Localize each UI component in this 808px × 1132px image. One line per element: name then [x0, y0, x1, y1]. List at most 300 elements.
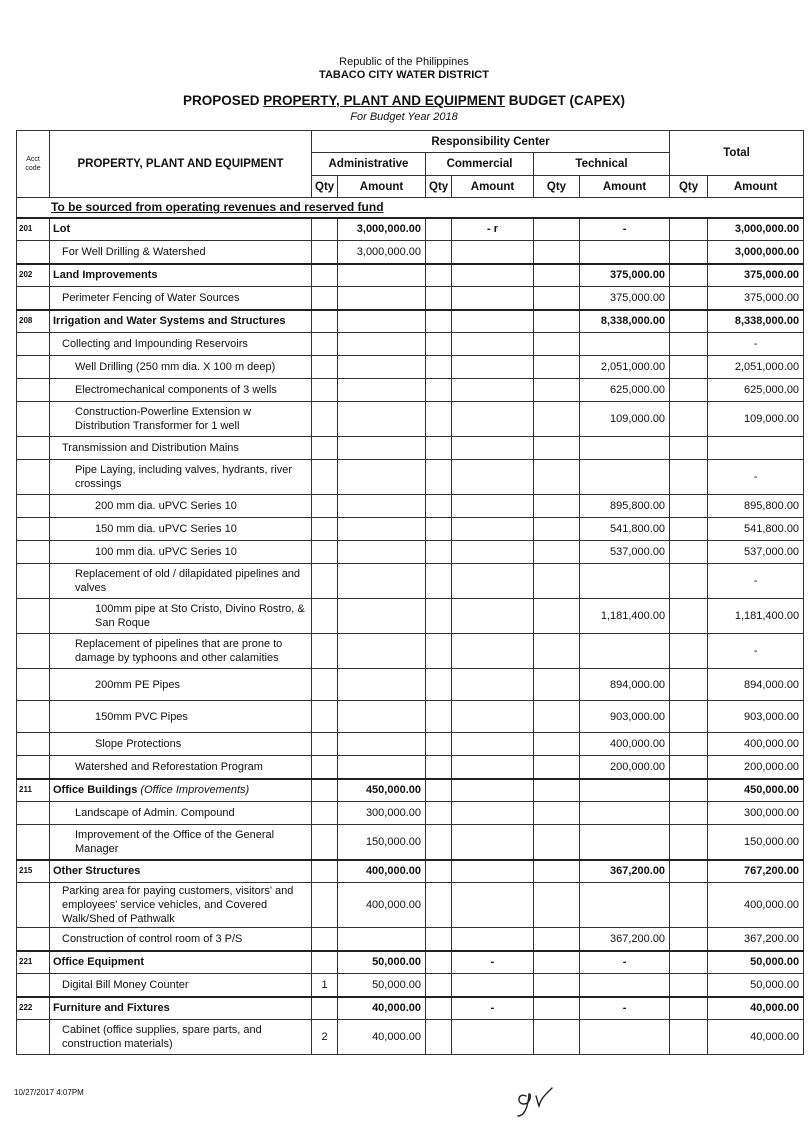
total-qty-cell	[670, 495, 708, 518]
commercial-amount-cell	[452, 928, 534, 951]
item-description: Landscape of Admin. Compound	[50, 802, 312, 825]
item-description: Construction of control room of 3 P/S	[50, 928, 312, 951]
item-description: For Well Drilling & Watershed	[50, 241, 312, 264]
acct-code-cell	[17, 495, 50, 518]
commercial-amount-cell: -	[452, 997, 534, 1020]
acct-code-cell	[17, 564, 50, 599]
admin-qty-cell	[312, 669, 338, 701]
total-qty-cell	[670, 883, 708, 928]
admin-amount-cell: 3,000,000.00	[338, 241, 426, 264]
technical-qty-cell	[534, 802, 580, 825]
admin-amount-cell	[338, 541, 426, 564]
total-amount-cell: 3,000,000.00	[708, 241, 804, 264]
capex-table	[16, 130, 804, 1055]
item-description: Irrigation and Water Systems and Structures	[50, 310, 312, 333]
commercial-qty-cell	[426, 218, 452, 241]
commercial-amount-cell	[452, 333, 534, 356]
budget-year-subtitle: For Budget Year 2018	[350, 111, 458, 123]
commercial-amount-cell	[452, 860, 534, 883]
technical-amount-cell: 895,800.00	[580, 495, 670, 518]
item-description: Transmission and Distribution Mains	[50, 437, 312, 460]
total-amount-cell: -	[708, 333, 804, 356]
total-amount-cell: 541,800.00	[708, 518, 804, 541]
total-amount-cell: 450,000.00	[708, 779, 804, 802]
acct-code-cell	[17, 825, 50, 860]
technical-amount-cell	[580, 564, 670, 599]
item-description: Digital Bill Money Counter	[50, 974, 312, 997]
total-amount-cell: -	[708, 460, 804, 495]
admin-qty-cell	[312, 333, 338, 356]
admin-qty-cell	[312, 218, 338, 241]
acct-code-cell	[17, 241, 50, 264]
technical-amount-cell: 367,200.00	[580, 860, 670, 883]
commercial-qty-cell	[426, 634, 452, 669]
total-qty-cell	[670, 541, 708, 564]
technical-amount-cell	[580, 1020, 670, 1055]
commercial-qty-cell	[426, 701, 452, 733]
item-description: Watershed and Reforestation Program	[50, 756, 312, 779]
commercial-amount-cell	[452, 495, 534, 518]
technical-amount-cell: 541,800.00	[580, 518, 670, 541]
technical-qty-cell	[534, 333, 580, 356]
commercial-amount-cell	[452, 437, 534, 460]
technical-amount-cell: 2,051,000.00	[580, 356, 670, 379]
admin-amount-cell: 150,000.00	[338, 825, 426, 860]
commercial-qty-cell	[426, 997, 452, 1020]
account-row	[17, 218, 804, 241]
commercial-qty-cell	[426, 495, 452, 518]
admin-qty-cell	[312, 518, 338, 541]
item-description: Office Buildings (Office Improvements)	[50, 779, 312, 802]
document-title: PROPOSED PROPERTY, PLANT AND EQUIPMENT BUDGET (CAPEX)	[182, 93, 626, 108]
technical-qty-cell	[534, 1020, 580, 1055]
technical-amount-cell	[580, 437, 670, 460]
technical-amount-cell: 375,000.00	[580, 264, 670, 287]
admin-amount-cell: 400,000.00	[338, 860, 426, 883]
technical-qty-cell	[534, 599, 580, 634]
total-qty-cell	[670, 779, 708, 802]
admin-amount-cell: 40,000.00	[338, 1020, 426, 1055]
technical-qty-cell	[534, 564, 580, 599]
total-amount-cell: 2,051,000.00	[708, 356, 804, 379]
item-description: Electromechanical components of 3 wells	[50, 379, 312, 402]
item-description: 100 mm dia. uPVC Series 10	[50, 541, 312, 564]
admin-qty-cell	[312, 564, 338, 599]
item-row	[17, 333, 804, 356]
commercial-qty-cell	[426, 825, 452, 860]
technical-amount-cell	[580, 333, 670, 356]
acct-code-cell	[17, 437, 50, 460]
admin-qty-cell	[312, 860, 338, 883]
account-row	[17, 860, 804, 883]
technical-qty-cell	[534, 825, 580, 860]
technical-amount-cell: 1,181,400.00	[580, 599, 670, 634]
total-qty-cell	[670, 379, 708, 402]
item-description: 200mm PE Pipes	[50, 669, 312, 701]
total-qty-cell	[670, 1020, 708, 1055]
commercial-amount-cell	[452, 541, 534, 564]
total-qty-cell	[670, 218, 708, 241]
amount-header: Amount	[338, 176, 426, 198]
item-description: Other Structures	[50, 860, 312, 883]
technical-qty-cell	[534, 634, 580, 669]
commercial-qty-cell	[426, 883, 452, 928]
technical-header: Technical	[534, 153, 670, 176]
item-description: 150mm PVC Pipes	[50, 701, 312, 733]
technical-qty-cell	[534, 669, 580, 701]
item-description: 200 mm dia. uPVC Series 10	[50, 495, 312, 518]
item-row	[17, 1020, 804, 1055]
item-row	[17, 883, 804, 928]
agency-name: TABACO CITY WATER DISTRICT	[319, 69, 489, 81]
acct-code-cell	[17, 599, 50, 634]
admin-qty-cell	[312, 825, 338, 860]
commercial-qty-cell	[426, 951, 452, 974]
commercial-qty-cell	[426, 356, 452, 379]
technical-qty-cell	[534, 951, 580, 974]
commercial-amount-cell	[452, 756, 534, 779]
total-amount-cell: 537,000.00	[708, 541, 804, 564]
acct-code-cell: 201	[17, 218, 50, 241]
admin-amount-cell: 50,000.00	[338, 951, 426, 974]
commercial-amount-cell	[452, 634, 534, 669]
admin-qty-cell	[312, 599, 338, 634]
admin-qty-cell	[312, 733, 338, 756]
total-amount-cell: 3,000,000.00	[708, 218, 804, 241]
commercial-qty-cell	[426, 733, 452, 756]
technical-amount-cell	[580, 802, 670, 825]
acct-code-cell	[17, 733, 50, 756]
item-row	[17, 356, 804, 379]
technical-qty-cell	[534, 460, 580, 495]
total-qty-cell	[670, 974, 708, 997]
commercial-qty-cell	[426, 518, 452, 541]
acct-code-cell	[17, 379, 50, 402]
acct-code-cell	[17, 287, 50, 310]
technical-amount-cell: 894,000.00	[580, 669, 670, 701]
total-amount-cell: 150,000.00	[708, 825, 804, 860]
admin-amount-cell	[338, 564, 426, 599]
acct-code-cell	[17, 1020, 50, 1055]
technical-qty-cell	[534, 287, 580, 310]
total-amount-cell: 1,181,400.00	[708, 599, 804, 634]
item-row	[17, 437, 804, 460]
technical-qty-cell	[534, 974, 580, 997]
technical-amount-cell: -	[580, 218, 670, 241]
account-row	[17, 951, 804, 974]
item-row	[17, 495, 804, 518]
commercial-qty-cell	[426, 779, 452, 802]
technical-qty-cell	[534, 756, 580, 779]
total-amount-cell: 367,200.00	[708, 928, 804, 951]
technical-amount-cell: -	[580, 951, 670, 974]
acct-code-cell	[17, 518, 50, 541]
item-description: Replacement of pipelines that are prone to damage by typhoons and other calamities	[50, 634, 312, 669]
commercial-qty-cell	[426, 860, 452, 883]
item-description: Furniture and Fixtures	[50, 997, 312, 1020]
total-qty-cell	[670, 599, 708, 634]
admin-qty-cell	[312, 997, 338, 1020]
commercial-qty-cell	[426, 756, 452, 779]
total-qty-cell	[670, 756, 708, 779]
technical-qty-cell	[534, 541, 580, 564]
technical-amount-cell: 903,000.00	[580, 701, 670, 733]
acct-code-cell	[17, 701, 50, 733]
commercial-amount-cell	[452, 883, 534, 928]
ppe-header: PROPERTY, PLANT AND EQUIPMENT	[50, 131, 312, 198]
total-qty-cell	[670, 733, 708, 756]
admin-qty-cell	[312, 437, 338, 460]
admin-qty-cell	[312, 402, 338, 437]
admin-amount-cell: 40,000.00	[338, 997, 426, 1020]
account-row	[17, 264, 804, 287]
amount-header: Amount	[452, 176, 534, 198]
item-description: 100mm pipe at Sto Cristo, Divino Rostro, & San Roque	[50, 599, 312, 634]
total-amount-cell: 400,000.00	[708, 733, 804, 756]
technical-qty-cell	[534, 241, 580, 264]
total-qty-cell	[670, 518, 708, 541]
admin-qty-cell	[312, 951, 338, 974]
commercial-amount-cell	[452, 802, 534, 825]
commercial-qty-cell	[426, 241, 452, 264]
acct-code-cell	[17, 974, 50, 997]
total-amount-cell: -	[708, 564, 804, 599]
admin-amount-cell	[338, 287, 426, 310]
technical-amount-cell: 109,000.00	[580, 402, 670, 437]
total-amount-cell: 50,000.00	[708, 974, 804, 997]
admin-amount-cell: 3,000,000.00	[338, 218, 426, 241]
technical-amount-cell	[580, 974, 670, 997]
acct-code-cell	[17, 802, 50, 825]
item-description: Improvement of the Office of the General Manager	[50, 825, 312, 860]
total-qty-cell	[670, 802, 708, 825]
technical-qty-cell	[534, 928, 580, 951]
total-amount-cell: 625,000.00	[708, 379, 804, 402]
technical-amount-cell: 400,000.00	[580, 733, 670, 756]
total-qty-cell	[670, 825, 708, 860]
admin-qty-cell	[312, 634, 338, 669]
technical-qty-cell	[534, 495, 580, 518]
qty-header: Qty	[426, 176, 452, 198]
commercial-qty-cell	[426, 379, 452, 402]
technical-qty-cell	[534, 518, 580, 541]
total-qty-cell	[670, 928, 708, 951]
total-amount-cell: 894,000.00	[708, 669, 804, 701]
technical-qty-cell	[534, 402, 580, 437]
admin-qty-cell	[312, 287, 338, 310]
technical-amount-cell	[580, 825, 670, 860]
total-qty-cell	[670, 460, 708, 495]
acct-code-cell	[17, 756, 50, 779]
item-row	[17, 541, 804, 564]
technical-qty-cell	[534, 379, 580, 402]
total-amount-cell: 109,000.00	[708, 402, 804, 437]
total-qty-cell	[670, 951, 708, 974]
commercial-amount-cell	[452, 825, 534, 860]
total-qty-cell	[670, 287, 708, 310]
acct-code-cell: 208	[17, 310, 50, 333]
total-qty-cell	[670, 669, 708, 701]
commercial-amount-cell	[452, 264, 534, 287]
commercial-qty-cell	[426, 264, 452, 287]
qty-header: Qty	[670, 176, 708, 198]
total-header: Total	[670, 131, 804, 176]
admin-qty-cell	[312, 928, 338, 951]
item-row	[17, 825, 804, 860]
total-qty-cell	[670, 701, 708, 733]
technical-qty-cell	[534, 883, 580, 928]
admin-amount-cell	[338, 460, 426, 495]
commercial-amount-cell: - r	[452, 218, 534, 241]
total-qty-cell	[670, 264, 708, 287]
technical-amount-cell	[580, 460, 670, 495]
commercial-amount-cell	[452, 460, 534, 495]
acct-code-cell	[17, 669, 50, 701]
item-row	[17, 599, 804, 634]
admin-qty-cell	[312, 264, 338, 287]
commercial-qty-cell	[426, 437, 452, 460]
item-row	[17, 287, 804, 310]
total-amount-cell: 300,000.00	[708, 802, 804, 825]
admin-qty-cell	[312, 779, 338, 802]
commercial-qty-cell	[426, 564, 452, 599]
technical-amount-cell	[580, 779, 670, 802]
republic-line: Republic of the Philippines	[339, 56, 469, 68]
item-row	[17, 241, 804, 264]
technical-qty-cell	[534, 733, 580, 756]
commercial-amount-cell	[452, 356, 534, 379]
administrative-header: Administrative	[312, 153, 426, 176]
amount-header: Amount	[708, 176, 804, 198]
admin-qty-cell: 1	[312, 974, 338, 997]
commercial-amount-cell	[452, 287, 534, 310]
item-row	[17, 518, 804, 541]
total-qty-cell	[670, 333, 708, 356]
admin-qty-cell	[312, 379, 338, 402]
acct-code-cell	[17, 634, 50, 669]
admin-amount-cell: 300,000.00	[338, 802, 426, 825]
technical-amount-cell: 537,000.00	[580, 541, 670, 564]
total-qty-cell	[670, 437, 708, 460]
commercial-amount-cell	[452, 379, 534, 402]
technical-amount-cell: 625,000.00	[580, 379, 670, 402]
item-description: Perimeter Fencing of Water Sources	[50, 287, 312, 310]
item-description: Parking area for paying customers, visitors' and employees' service vehicles, and Covered Walk/Shed of Pathwalk	[50, 883, 312, 928]
item-row	[17, 379, 804, 402]
admin-qty-cell	[312, 802, 338, 825]
admin-amount-cell	[338, 333, 426, 356]
commercial-qty-cell	[426, 333, 452, 356]
item-description: Collecting and Impounding Reservoirs	[50, 333, 312, 356]
technical-amount-cell: -	[580, 997, 670, 1020]
technical-qty-cell	[534, 218, 580, 241]
acct-code-cell	[17, 402, 50, 437]
commercial-qty-cell	[426, 669, 452, 701]
technical-qty-cell	[534, 701, 580, 733]
commercial-qty-cell	[426, 599, 452, 634]
technical-qty-cell	[534, 997, 580, 1020]
admin-qty-cell	[312, 883, 338, 928]
admin-amount-cell	[338, 634, 426, 669]
admin-amount-cell	[338, 402, 426, 437]
commercial-qty-cell	[426, 310, 452, 333]
technical-amount-cell	[580, 634, 670, 669]
total-amount-cell: 400,000.00	[708, 883, 804, 928]
technical-amount-cell: 375,000.00	[580, 287, 670, 310]
acct-code-cell	[17, 541, 50, 564]
acct-code-cell: 222	[17, 997, 50, 1020]
handwritten-initials-signature	[512, 1082, 562, 1122]
acct-code-cell: 215	[17, 860, 50, 883]
table-body	[17, 218, 804, 1055]
admin-amount-cell	[338, 733, 426, 756]
item-row	[17, 928, 804, 951]
commercial-amount-cell	[452, 779, 534, 802]
admin-qty-cell	[312, 460, 338, 495]
item-description: Pipe Laying, including valves, hydrants, river crossings	[50, 460, 312, 495]
commercial-qty-cell	[426, 1020, 452, 1055]
item-description: Lot	[50, 218, 312, 241]
acct-code-cell	[17, 928, 50, 951]
acct-code-header: Acct code	[17, 131, 50, 198]
admin-qty-cell	[312, 701, 338, 733]
funding-source-note: To be sourced from operating revenues and reserved fund	[17, 198, 804, 218]
amount-header: Amount	[580, 176, 670, 198]
commercial-amount-cell	[452, 518, 534, 541]
admin-qty-cell	[312, 756, 338, 779]
commercial-amount-cell: -	[452, 951, 534, 974]
commercial-amount-cell	[452, 402, 534, 437]
total-qty-cell	[670, 564, 708, 599]
item-row	[17, 802, 804, 825]
total-amount-cell: 375,000.00	[708, 287, 804, 310]
total-amount-cell: -	[708, 634, 804, 669]
commercial-qty-cell	[426, 287, 452, 310]
admin-amount-cell: 450,000.00	[338, 779, 426, 802]
item-row	[17, 634, 804, 669]
item-row	[17, 756, 804, 779]
admin-qty-cell: 2	[312, 1020, 338, 1055]
technical-qty-cell	[534, 356, 580, 379]
admin-amount-cell	[338, 701, 426, 733]
total-qty-cell	[670, 356, 708, 379]
commercial-amount-cell	[452, 241, 534, 264]
item-description: Cabinet (office supplies, spare parts, and construction materials)	[50, 1020, 312, 1055]
technical-qty-cell	[534, 310, 580, 333]
total-amount-cell: 50,000.00	[708, 951, 804, 974]
item-description: Land Improvements	[50, 264, 312, 287]
commercial-qty-cell	[426, 928, 452, 951]
total-amount-cell: 895,800.00	[708, 495, 804, 518]
total-qty-cell	[670, 310, 708, 333]
total-amount-cell	[708, 437, 804, 460]
admin-amount-cell	[338, 928, 426, 951]
item-row	[17, 733, 804, 756]
total-amount-cell: 767,200.00	[708, 860, 804, 883]
qty-header: Qty	[534, 176, 580, 198]
item-row	[17, 402, 804, 437]
acct-code-cell	[17, 460, 50, 495]
technical-amount-cell: 367,200.00	[580, 928, 670, 951]
item-description: Office Equipment	[50, 951, 312, 974]
item-description: Construction-Powerline Extension w Distribution Transformer for 1 well	[50, 402, 312, 437]
qty-header: Qty	[312, 176, 338, 198]
item-description: 150 mm dia. uPVC Series 10	[50, 518, 312, 541]
commercial-amount-cell	[452, 669, 534, 701]
admin-amount-cell: 50,000.00	[338, 974, 426, 997]
item-description: Slope Protections	[50, 733, 312, 756]
item-row	[17, 974, 804, 997]
